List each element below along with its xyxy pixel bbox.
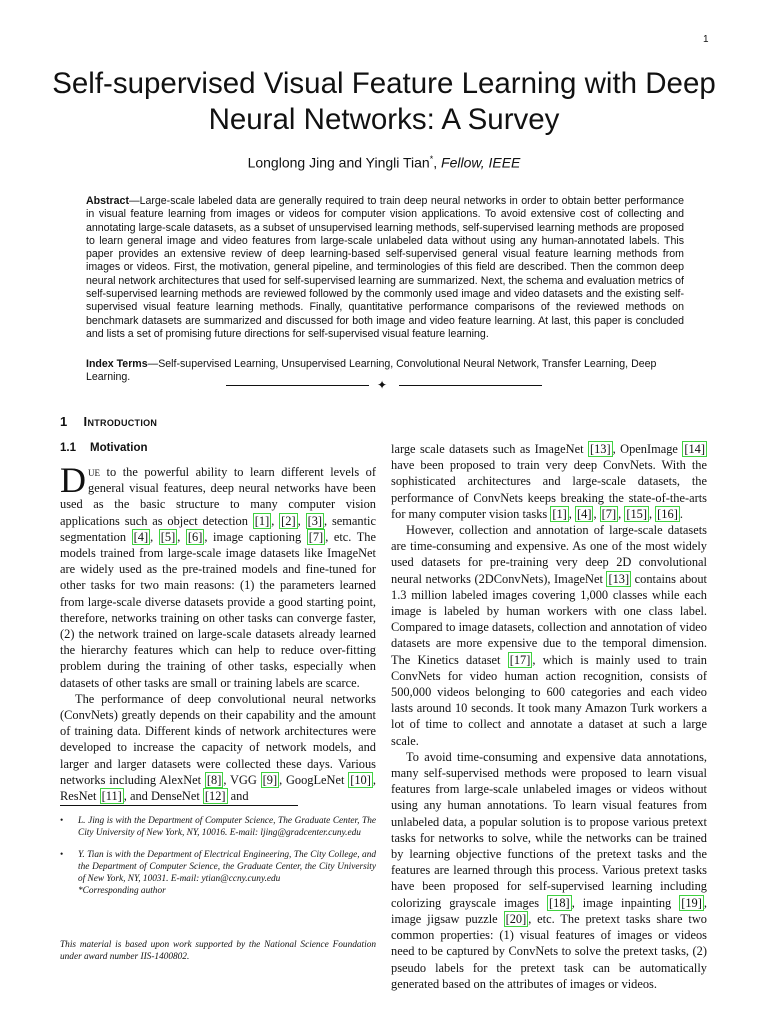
citation[interactable]: [5] <box>160 529 176 544</box>
section-heading <box>60 414 157 429</box>
footnotes <box>60 815 376 907</box>
text-run: and <box>227 789 249 804</box>
text-run: , VGG <box>223 772 261 787</box>
citation[interactable]: [15] <box>626 506 647 521</box>
citation[interactable]: [11] <box>101 789 122 804</box>
separator-diamond-icon: ✦ <box>377 378 388 392</box>
section-number: 1 <box>60 414 68 429</box>
citation[interactable]: [14] <box>684 442 706 456</box>
citation[interactable]: [16] <box>657 506 678 521</box>
text-run: , etc. The models trained from large-scale image datasets like ImageNet are widely used as the pre-trained models and fine-tuned for other tasks for two main reasons: (1) the parameters learned from large-scale diverse datasets provide a good starting point, therefore, networks training on other tasks can converge faster, (2) the network trained on large-scale datasets already learned the hierarchy features which can help to reduce over-fitting problem during the training of other tasks, especially when datasets of other tasks are small or training labels are scarce. <box>60 529 377 690</box>
author-names: Longlong Jing and Yingli Tian <box>247 154 430 171</box>
text-run: , and DenseNet <box>123 789 203 804</box>
text-run: However, collection and annotation of large-scale datasets are time-consuming and expensive. As one of the most widely used datasets for pre-training very deep 2D convolutional neural networks (2DConvNets), ImageNet <box>391 523 707 586</box>
left-column <box>60 460 377 804</box>
abstract-label: Abstract <box>86 195 129 207</box>
subsection-number: 1.1 <box>60 442 76 454</box>
text-run: , image jigsaw puzzle <box>391 895 707 926</box>
footnote-text: L. Jing is with the Department of Computer Science, The Graduate Center, The City University of New York, NY, 10016. E-mail: ljing@gradcenter.cuny.edu <box>78 816 376 838</box>
citation[interactable]: [8] <box>206 772 222 787</box>
citation[interactable]: [17] <box>509 652 531 667</box>
citation[interactable]: [12] <box>204 789 226 804</box>
corresponding-star: * <box>429 154 434 164</box>
corresponding-author-note: *Corresponding author <box>78 886 166 896</box>
author-role: Fellow, IEEE <box>441 154 521 171</box>
text-run: , GoogLeNet <box>279 772 349 787</box>
text-run: , <box>177 529 186 544</box>
citation[interactable]: [18] <box>549 895 570 910</box>
separator-line-left <box>226 385 369 386</box>
text-run: , <box>297 513 306 528</box>
text-run: , OpenImage <box>612 442 683 456</box>
text-run: , <box>150 529 159 544</box>
left-paragraph-1 <box>60 460 377 691</box>
citation[interactable]: [13] <box>589 442 611 456</box>
citation[interactable]: [20] <box>505 911 527 926</box>
footnote-rule <box>60 805 298 806</box>
footnote-tian <box>60 849 376 897</box>
index-terms-text: —Self-supervised Learning, Unsupervised Learning, Convolutional Neural Network, Transfer Learning, Deep Learning. <box>86 358 657 383</box>
text-run: , <box>593 506 600 521</box>
author-sep: , <box>433 154 442 171</box>
citation[interactable]: [19] <box>681 895 702 910</box>
citation[interactable]: [7] <box>601 506 617 521</box>
separator-line-right <box>399 385 542 386</box>
text-run: , ResNet <box>60 772 376 804</box>
text-run: , <box>271 513 280 528</box>
text-run: have been proposed to train very deep ConvNets. With the sophisticated architectures and large-scale datasets, the performance of ConvNets keeps breaking the state-of-the-arts for many computer vision tasks <box>391 458 707 521</box>
citation[interactable]: [1] <box>552 506 567 521</box>
index-terms-label: Index Terms <box>86 358 148 370</box>
abstract <box>86 195 684 341</box>
right-column <box>391 441 707 992</box>
dropcap: D <box>60 460 86 500</box>
text-run: , image captioning <box>204 529 307 544</box>
text-run: The performance of deep convolutional neural networks (ConvNets) greatly depends on their capability and the amount of training data. Different kinds of network architectures were developed to increase the capacity of network models, and larger and larger datasets were collected these days. Various networks including AlexNet <box>60 691 376 787</box>
text-run: to the powerful ability to learn different levels of general visual features, deep neural networks have been used as the basic structure to many computer vision applications such as object detection <box>60 465 376 528</box>
text-run: large scale datasets such as ImageNet <box>391 442 588 456</box>
abstract-text: —Large-scale labeled data are generally required to train deep neural networks in order to obtain better performance in visual feature learning from images or videos for computer vision applications. To avoid extensive cost of collecting and annotating large-scale datasets, as a subset of unsupervised learning methods, self-supervised learning methods are proposed to learn general image and video features from large-scale unlabeled data without using any human-annotated labels. This paper provides an extensive review of deep learning-based self-supervised general visual feature learning methods from images or videos. First, the motivation, general pipeline, and terminologies of this field are described. Then the common deep neural network architectures that used for self-supervised learning are summarized. Next, the schema and evaluation metrics of self-supervised learning methods are reviewed followed by the commonly used image and video datasets and the existing self-supervised visual feature learning methods. Finally, quantitative performance comparisons of the reviewed methods on benchmark datasets are summarized and discussed for both image and video feature learning. At last, this paper is concluded and lists a set of promising future directions for self-supervised visual feature learning. <box>86 195 684 340</box>
citation[interactable]: [6] <box>187 529 203 544</box>
text-run: , <box>568 506 575 521</box>
right-paragraph-2 <box>391 522 707 749</box>
section-title: Introduction <box>83 414 158 429</box>
text-run: , <box>648 506 656 521</box>
text-run: To avoid time-consuming and expensive data annotations, many self-supervised methods were proposed to learn visual features from large-scale unlabeled images or videos without using any human annotations. To learn visual features from unlabeled data, a popular solution is to propose various pretext tasks for networks to solve, while the networks can be trained by learning objective functions of the pretext tasks and the features are learned through this process. Various pretext tasks have been proposed for self-supervised learning including colorizing grayscale images <box>391 749 707 910</box>
funding-note: This material is based upon work supported by the National Science Foundation under award number IIS-1400802. <box>60 940 376 962</box>
section-separator <box>226 378 542 392</box>
footnote-jing <box>60 815 376 839</box>
citation[interactable]: [1] <box>254 513 270 528</box>
text-run: , <box>618 506 625 521</box>
right-paragraph-1 <box>391 441 707 522</box>
citation[interactable]: [13] <box>608 571 630 586</box>
text-run: , which is mainly used to train ConvNets for video human action recognition, consists of 500,000 videos belonging to 600 categories and each video lasts around 10 seconds. It took many Amazon Turk workers a lot of time to collect and annotate a dataset at such a large scale. <box>391 652 708 748</box>
subsection-heading <box>60 442 148 454</box>
citation[interactable]: [3] <box>307 513 323 528</box>
right-paragraph-3 <box>391 749 707 992</box>
citation[interactable]: [4] <box>577 506 592 521</box>
citation[interactable]: [4] <box>133 529 149 544</box>
citation[interactable]: [7] <box>308 529 324 544</box>
subsection-title: Motivation <box>90 442 148 454</box>
citation[interactable]: [9] <box>262 772 278 787</box>
smallcaps-ue: ue <box>88 465 100 479</box>
footnote-text: Y. Tian is with the Department of Electrical Engineering, The City College, and the Department of Computer Science, the Graduate Center, the City University of New York, NY, 10031. E-mail: ytian@ccny.cuny.edu <box>78 850 376 884</box>
left-paragraph-2 <box>60 691 376 804</box>
text-run: , etc. The pretext tasks share two common properties: (1) visual features of images or videos need to be captured by ConvNets to solve the pretext tasks, (2) pseudo labels for the pretext task can be automatically generated based on the attributes of images or videos. <box>391 911 707 991</box>
footnote-bullet: • <box>60 816 64 826</box>
citation[interactable]: [2] <box>281 513 296 528</box>
text-run: contains about 1.3 million labeled images covering 1,000 classes while each image is labeled by human workers with one class label. Compared to image datasets, collection and annotation of video datasets are more expensive due to the temporal dimension. The Kinetics dataset <box>391 571 708 667</box>
text-run: , semantic segmentation <box>60 513 376 544</box>
citation[interactable]: [10] <box>350 772 371 787</box>
authors <box>40 154 728 171</box>
page-number: 1 <box>703 34 709 45</box>
text-run: , image inpainting <box>571 895 680 910</box>
paper-title: Self-supervised Visual Feature Learning with Deep Neural Networks: A Survey <box>52 67 716 136</box>
text-run: . <box>679 506 683 521</box>
footnote-bullet: • <box>60 850 64 860</box>
